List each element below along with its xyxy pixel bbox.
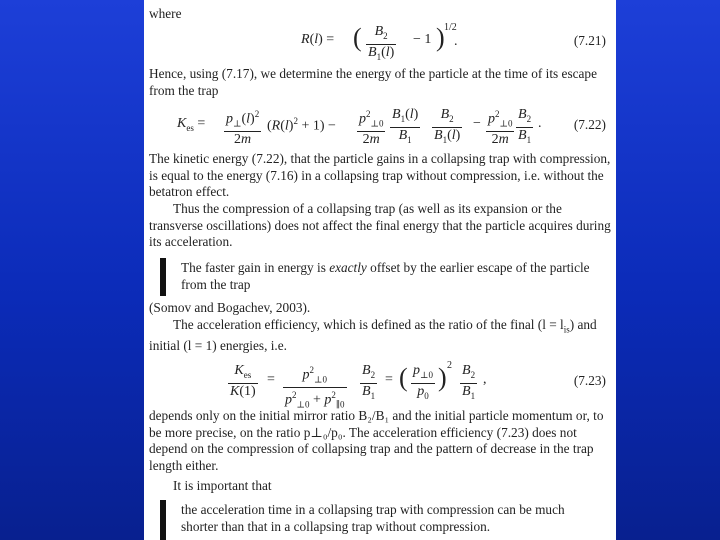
quote-faster-gain: The faster gain in energy is exactly offset by the earlier escape of the particle from the trap bbox=[181, 260, 590, 292]
equation-7-22: $K_{es}$ = $\frac{p_\perp(l)^2}{2m}$ $(R(l)^2 + 1)$ − $\frac{p^2_{\perp 0}}{2m}$ $\frac{B_1(l)}{B_1}$ $\frac{B_2}{B_1(l)}$ − $\frac{p^2_{\perp 0}}{2m}$ $\frac{B_2}{B_1}$ . (7.22) bbox=[177, 107, 606, 148]
equation-7-23: $K_{es}$ K(1) = $\frac{p^2_{\perp 0}}{p^2_{\perp 0} + p^2_{\parallel 0}}$ $\frac{B_2}{B_1}$ = ( $\frac{p_{\perp 0}}{p_0}$ ) 2 $\frac{B_2}{B_1}$ , (7.23) bbox=[230, 360, 606, 410]
document-page bbox=[144, 0, 616, 540]
eq-number-7-21: (7.21) bbox=[573, 33, 606, 48]
equation-7-21: R(l) = ( $\frac{B_2}{B_1(l)}$ − 1 ) 1/2 . (7.21) bbox=[301, 22, 606, 62]
paragraph-kinetic: The kinetic energy (7.22), that the particle gains in a collapsing trap with compression, is equal to the energy (7.16) in a collapsing trap without compression, i.e. without the betatron effect. bbox=[149, 151, 611, 199]
eq-number-7-22: (7.22) bbox=[573, 117, 606, 132]
paragraph-thus: Thus the compression of a collapsing trap (as well as its expansion or the transverse oscillations) does not affect the final energy that the particle acquires during its acceleration. bbox=[149, 201, 611, 249]
paragraph-important: It is important that bbox=[173, 478, 272, 493]
paragraph-depends: depends only on the initial mirror ratio B₂/B₁ and the initial particle momentum or, to be more precise, on the ratio p⊥₀/p₀. The acceleration efficiency (7.23) does not depend on the compression of collapsing trap and the pattern of decrease in the trap length either. bbox=[149, 408, 604, 473]
quote-bar bbox=[160, 258, 166, 296]
quote-bar bbox=[160, 500, 166, 540]
citation-somov: (Somov and Bogachev, 2003). bbox=[149, 300, 311, 315]
word-where: where bbox=[149, 6, 182, 21]
paragraph-hence: Hence, using (7.17), we determine the energy of the particle at the time of its escape from the trap bbox=[149, 66, 597, 98]
eq-number-7-23: (7.23) bbox=[573, 373, 606, 388]
quote-acceleration-time: the acceleration time in a collapsing trap with compression can be much shorter than that in a collapsing trap without compression. bbox=[181, 502, 565, 534]
paragraph-acceleration: The acceleration efficiency, which is defined as the ratio of the final $(l = l_{is})$ and initial (l = 1) energies, i.e. bbox=[149, 317, 597, 354]
